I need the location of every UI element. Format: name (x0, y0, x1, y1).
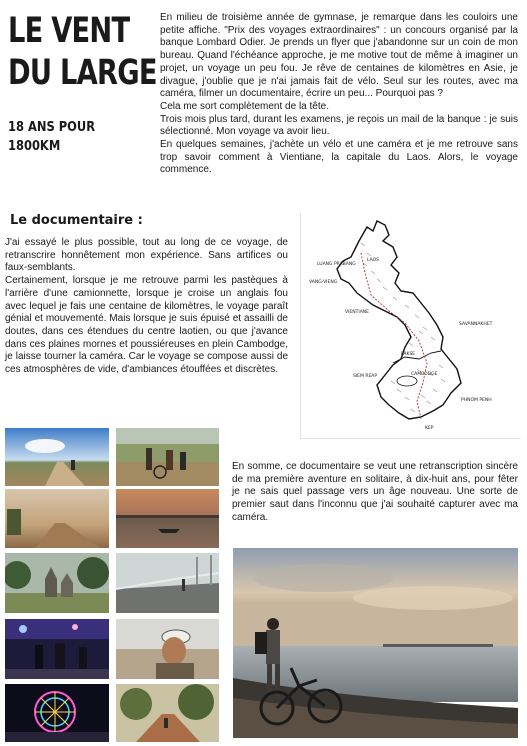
subtitle-line-2: 1800KM (8, 138, 61, 154)
route-map-drawing (301, 213, 521, 438)
documentary-text (5, 237, 288, 377)
bridge-road-photo (116, 553, 219, 613)
intro-paragraph: Cela me sort complètement de la tête. (160, 100, 329, 112)
label-phnom-penh: PHNOM PENH (461, 398, 492, 403)
label-savannakhet: SAVANNAKHET (459, 322, 493, 327)
lake-shape (397, 376, 417, 386)
intro-paragraph: Trois mois plus tard, durant les examens, je reçois un mail de la banque : je suis sélectionné. Mon voyage va avoir lieu. (160, 113, 518, 138)
subtitle (8, 118, 95, 156)
label-laos: LAOS (367, 258, 380, 263)
label-vang-vieng: VANG-VIENG (309, 280, 338, 285)
intro-paragraph: En milieu de troisième année de gymnase, je remarque dans les couloirs une petite affiche. "Prix des voyages extraordinaires" : un concours organisé par la banque Lombard Odier. Je prends un flyer que j'abandonne sur un coin de mon bureau. Quand l'échéance approche, je me motive tout de même à imaginer un projet, un voyage un peu fou. Je rêve de centaines de kilomètres en Asie, je divague, j'oublie que je n'ai jamais fait de vélo. Seul sur les routes, avec ma caméra, filmer un documentaire, écrire un peu... Pourquoi pas ? (160, 12, 518, 100)
route-path (361, 253, 427, 419)
route-map (300, 213, 521, 439)
documentary-paragraph: J'ai essayé le plus possible, tout au long de ce voyage, de retranscrire honnêtement mon expérience. Sans artifices ou faux-semblants. (5, 237, 288, 274)
intro-text (160, 12, 518, 177)
night-crowd-photo (5, 619, 109, 679)
section-heading: Le documentaire : (10, 213, 143, 228)
documentary-paragraph: Certainement, lorsque je me retrouve parmi les pastèques à l'arrière d'une camionnette, lorsque je croise un anglais fou avec lequel je fais une centaine de kilomètres, le voyage paraît génial et mouvementé. Mais lorsque je suis épuisé et assailli de doutes, dans ces étendues du centre laotien, ou que j'avance dans ces plaines mornes et poussiéreuses en plein Cambodge, je laisse tourner la caméra. Car le voyage se compose aussi de ces atmosphères de vide, d'ambiances étouffées et discrètes. (5, 275, 288, 376)
title-line-1: LE VENT (8, 11, 130, 51)
forest-road-photo (116, 684, 219, 742)
page-title (8, 10, 157, 94)
river-boat-photo (116, 489, 219, 548)
title-line-2: DU LARGE (8, 53, 157, 93)
subtitle-line-1: 18 ANS POUR (8, 119, 96, 135)
cyclist-beach-photo (233, 548, 518, 738)
road-sky-photo (5, 428, 109, 486)
intro-paragraph: En quelques semaines, j'achète un vélo et une caméra et je me retrouve sans trop savoir comment à Vientiane, la capitale du Laos. Alors, le voyage commence. (160, 139, 518, 176)
country-outline (337, 221, 461, 419)
label-luang-prabang: LUANG PRABANG (317, 262, 356, 267)
conclusion-text: En somme, ce documentaire se veut une retranscription sincère de ma première aventure en solitaire, à dix-huit ans, pour fêter je ne sais quel passage vers un âge nouveau. Une sorte de premier saut dans l'inconnu que j'ai souhaité capturer avec ma caméra. (232, 461, 518, 523)
label-cambodge: CAMBODGE (411, 372, 438, 377)
ferris-wheel-photo (5, 684, 109, 742)
temple-ruins-photo (5, 553, 109, 613)
label-vientiane: VIENTIANE (345, 310, 369, 315)
label-pakse: PAKSE (401, 352, 416, 357)
cyclist-selfie-photo (116, 619, 219, 679)
market-crowd-photo (116, 428, 219, 486)
label-kep: KEP (425, 426, 434, 431)
label-siem-reap: SIEM REAP (353, 374, 378, 379)
dusty-road-photo (5, 489, 109, 548)
map-hatching (361, 243, 445, 412)
